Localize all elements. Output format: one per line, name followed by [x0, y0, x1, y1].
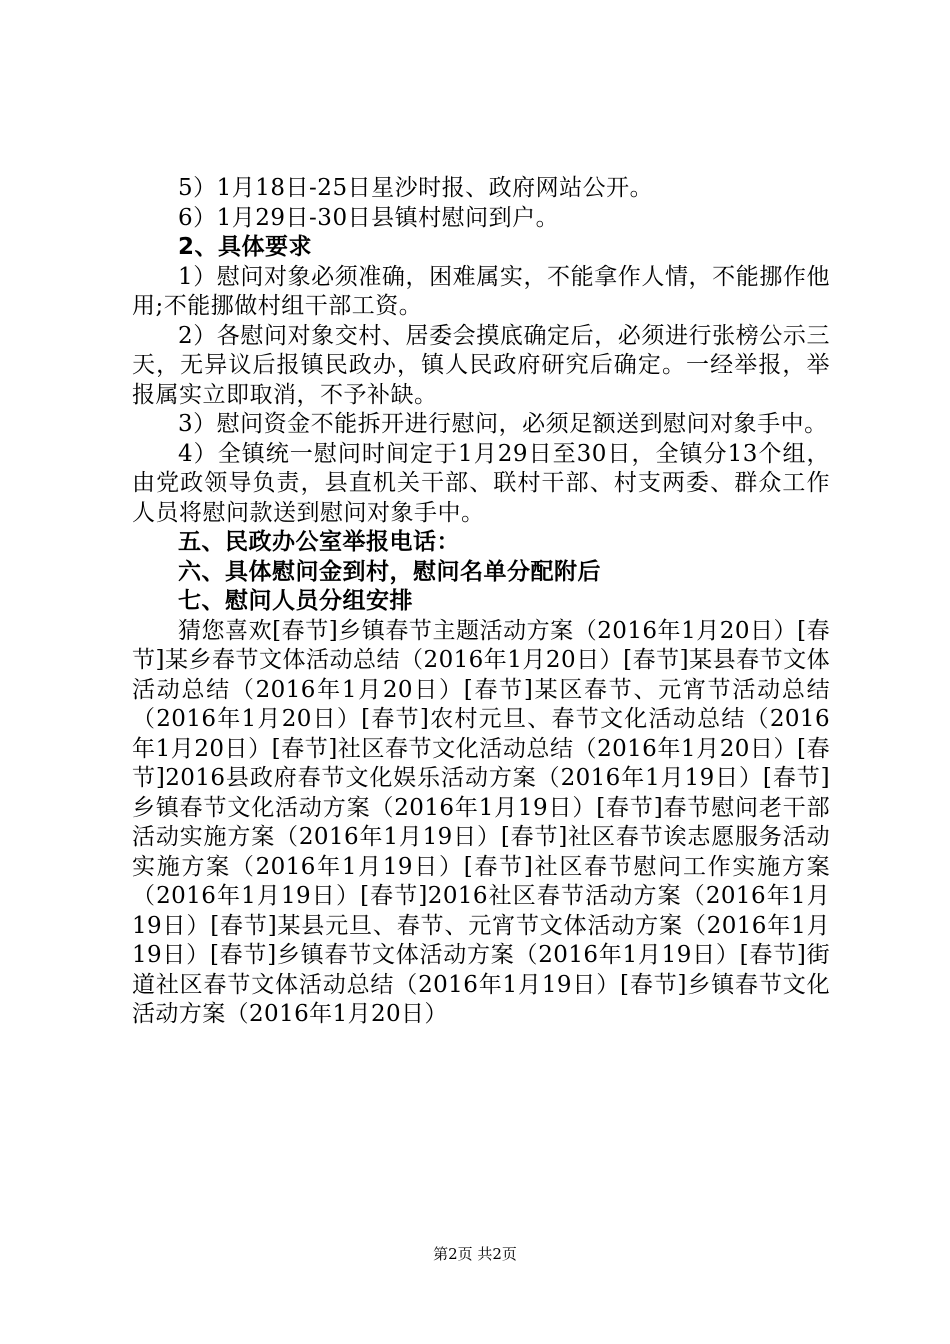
requirement-item-3: 3）慰问资金不能拆开进行慰问，必须足额送到慰问对象手中。 — [178, 411, 828, 437]
section-heading-requirements: 2、具体要求 — [178, 234, 313, 260]
schedule-item-6: 6）1月29日-30日县镇村慰问到户。 — [178, 204, 560, 231]
requirement-item-4: 4）全镇统一慰问时间定于1月29日至30日，全镇分13个组，由党政领导负责，县直机关干部、联村干部、村支两委、群众工作人员将慰问款送到慰问对象手中。 — [132, 440, 830, 526]
section-heading-funds: 六、具体慰问金到村，慰问名单分配附后 — [178, 558, 601, 585]
section-heading-groups: 七、慰问人员分组安排 — [178, 588, 413, 614]
requirement-item-1: 1）慰问对象必须准确，困难属实，不能拿作人情，不能挪作他用;不能挪做村组干部工资。 — [132, 263, 830, 319]
section-heading-hotline: 五、民政办公室举报电话： — [178, 529, 460, 555]
schedule-item-5: 5）1月18日-25日星沙时报、政府网站公开。 — [178, 175, 654, 201]
page-number-footer: 第2页 共2页 — [433, 1245, 517, 1263]
document-body — [132, 174, 830, 1030]
requirement-item-2: 2）各慰问对象交村、居委会摸底确定后，必须进行张榜公示三天，无异议后报镇民政办，镇人民政府研究后确定。一经举报，举报属实立即取消，不予补缺。 — [132, 322, 830, 408]
related-articles-text: 猜您喜欢[春节]乡镇春节主题活动方案（2016年1月20日）[春节]某乡春节文体活动总结（2016年1月20日）[春节]某县春节文体活动总结（2016年1月20日）[春节]某区春节、元宵节活动总结（2016年1月20日）[春节]农村元旦、春节文化活动总结（2016年1月20日）[春节]社区春节文化活动总结（2016年1月20日）[春节]2016县政府春节文化娱乐活动方案（2016年1月19日）[春节]乡镇春节文化活动方案（2016年1月19日）[春节]春节慰问老干部活动实施方案（2016年1月19日）[春节]社区春节诶志愿服务活动实施方案（2016年1月19日）[春节]社区春节慰问工作实施方案（2016年1月19日）[春节]2016社区春节活动方案（2016年1月19日）[春节]某县元旦、春节、元宵节文体活动方案（2016年1月19日）[春节]乡镇春节文体活动方案（2016年1月19日）[春节]街道社区春节文体活动总结（2016年1月19日）[春节]乡镇春节文化活动方案（2016年1月20日） — [132, 617, 830, 1027]
